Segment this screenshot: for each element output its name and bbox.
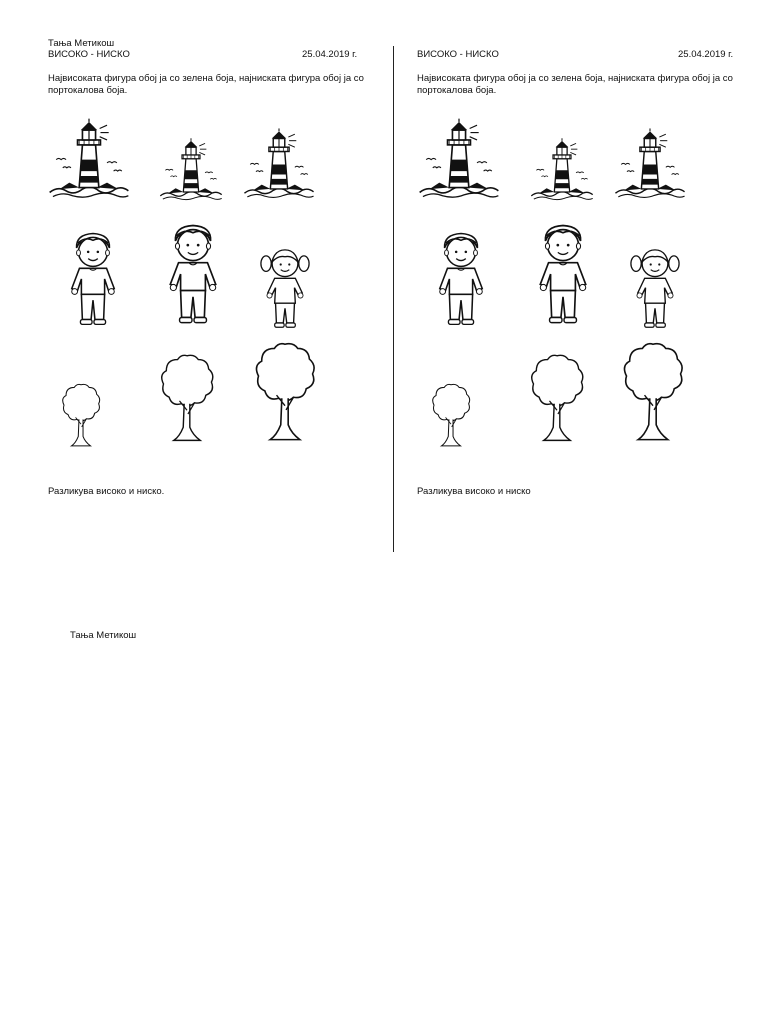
boy-icon xyxy=(432,226,490,328)
girl-icon xyxy=(624,243,686,329)
right-sheet-footer: Разликува високо и ниско xyxy=(417,486,531,497)
lighthouse-icon xyxy=(614,117,686,209)
left-sheet-instruction: Највисоката фигура обој ја со зелена боја, најниската фигура обој ја со портокалова боја. xyxy=(48,73,364,96)
lighthouse-icon xyxy=(48,107,130,209)
lighthouse-icon xyxy=(159,128,223,210)
left-sheet-date: 25.04.2019 г. xyxy=(302,49,358,60)
lighthouse-icon xyxy=(530,128,594,210)
tree-icon xyxy=(528,352,586,446)
left-sheet-title: ВИСОКО - НИСКО xyxy=(48,49,130,60)
boy-icon xyxy=(64,226,122,328)
signature: Тања Метикош xyxy=(70,630,137,641)
tree-icon xyxy=(252,340,318,446)
right-sheet-instruction: Највисоката фигура обој ја со зелена боја, најниската фигура обој ја со портокалова боја. xyxy=(417,73,733,96)
right-sheet-title: ВИСОКО - НИСКО xyxy=(417,49,499,60)
tree-icon xyxy=(430,382,472,450)
sheet-divider xyxy=(393,46,394,552)
tree-icon xyxy=(620,340,686,446)
boy-icon xyxy=(162,216,224,328)
girl-icon xyxy=(254,243,316,329)
tree-icon xyxy=(60,382,102,450)
author-name: Тања Метикош xyxy=(48,38,115,49)
tree-icon xyxy=(158,352,216,446)
boy-icon xyxy=(532,216,594,328)
lighthouse-icon xyxy=(418,107,500,209)
lighthouse-icon xyxy=(243,117,315,209)
left-sheet-footer: Разликува високо и ниско. xyxy=(48,486,165,497)
right-sheet-date: 25.04.2019 г. xyxy=(678,49,734,60)
